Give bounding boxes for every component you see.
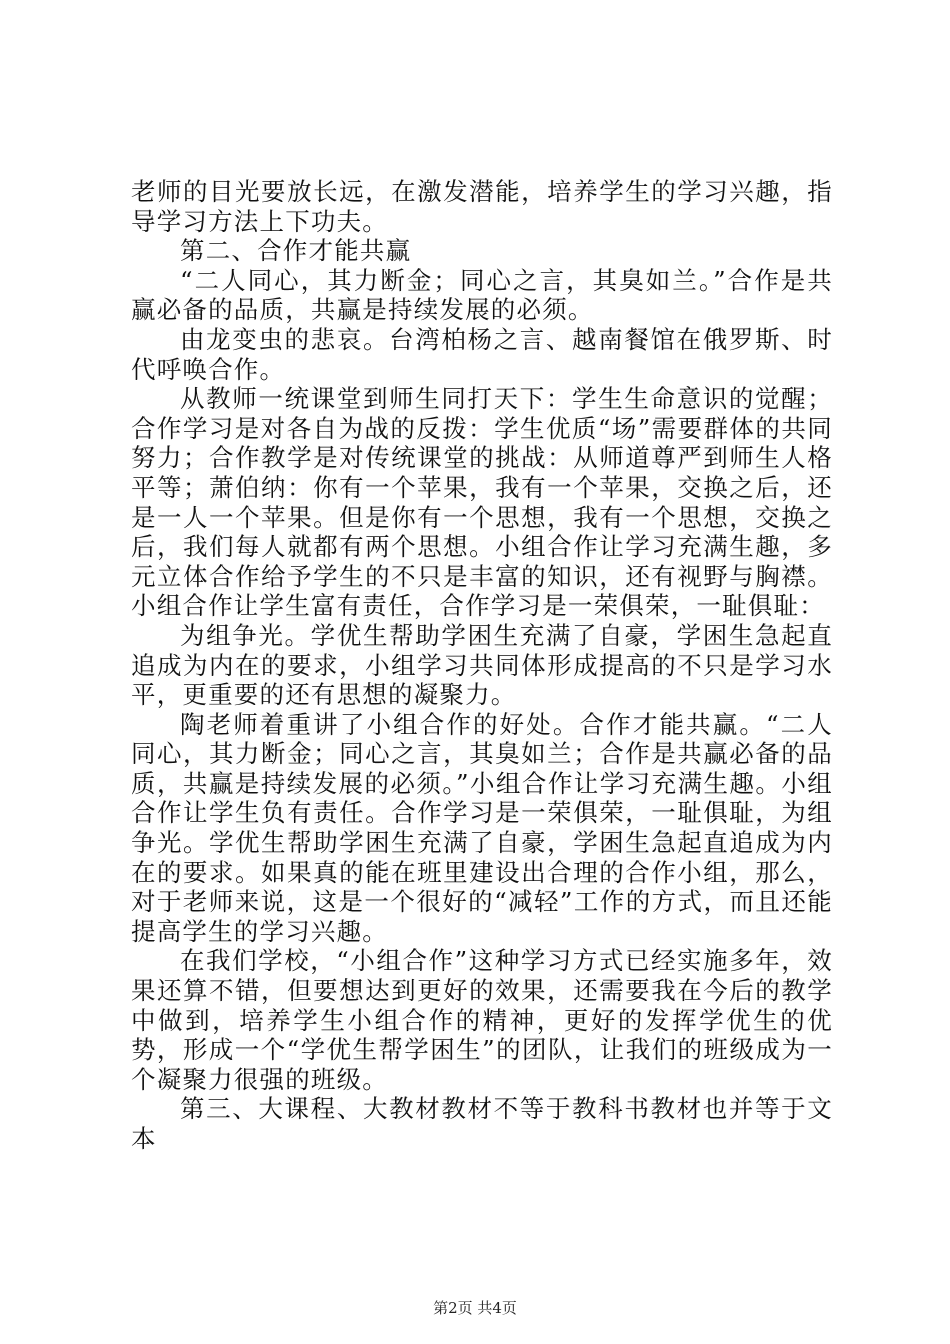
page-footer	[0, 1297, 950, 1318]
paragraph-1: 老师的目光要放长远，在激发潜能，培养学生的学习兴趣，指导学习方法上下功夫。	[131, 177, 833, 236]
document-body	[131, 177, 833, 1154]
paragraph-3: “二人同心，其力断金；同心之言，其臭如兰。”合作是共赢必备的品质，共赢是持续发展的必须。	[131, 265, 833, 325]
paragraph-7: 陶老师着重讲了小组合作的好处。合作才能共赢。“二人同心，其力断金；同心之言，其臭如兰；合作是共赢必备的品质，共赢是持续发展的必须。”小组合作让学习充满生趣。小组合作让学生负有责任。合作学习是一荣俱荣，一耻俱耻，为组争光。学优生帮助学困生充满了自豪，学困生急起直追成为内在的要求。如果真的能在班里建设出合理的合作小组，那么，对于老师来说，这是一个很好的“减轻”工作的方式，而且还能提高学生的学习兴趣。	[131, 709, 833, 946]
section-heading-cooperation: 第二、合作才能共赢	[180, 236, 412, 266]
paragraph-6: 为组争光。学优生帮助学困生充满了自豪，学困生急起直追成为内在的要求，小组学习共同体形成提高的不只是学习水平，更重要的还有思想的凝聚力。	[131, 620, 833, 710]
section-heading-curriculum: 第三、大课程、大教材教材不等于教科书教材也并等于文本	[131, 1094, 833, 1153]
page-number-label: 第2页 共4页	[433, 1299, 517, 1317]
paragraph-4: 由龙变虫的悲哀。台湾柏杨之言、越南餐馆在俄罗斯、时代呼唤合作。	[131, 324, 833, 384]
paragraph-5: 从教师一统课堂到师生同打天下：学生生命意识的觉醒；合作学习是对各自为战的反拨：学生优质“场”需要群体的共同努力；合作教学是对传统课堂的挑战：从师道尊严到师生人格平等；萧伯纳：你有一个苹果，我有一个苹果，交换之后，还是一人一个苹果。但是你有一个思想，我有一个思想，交换之后，我们每人就都有两个思想。小组合作让学习充满生趣，多元立体合作给予学生的不只是丰富的知识，还有视野与胸襟。小组合作让学生富有责任，合作学习是一荣俱荣，一耻俱耻：	[131, 384, 833, 621]
paragraph-8: 在我们学校，“小组合作”这种学习方式已经实施多年，效果还算不错，但要想达到更好的效果，还需要我在今后的教学中做到，培养学生小组合作的精神，更好的发挥学优生的优势，形成一个“学优生帮学困生”的团队，让我们的班级成为一个凝聚力很强的班级。	[131, 946, 833, 1094]
